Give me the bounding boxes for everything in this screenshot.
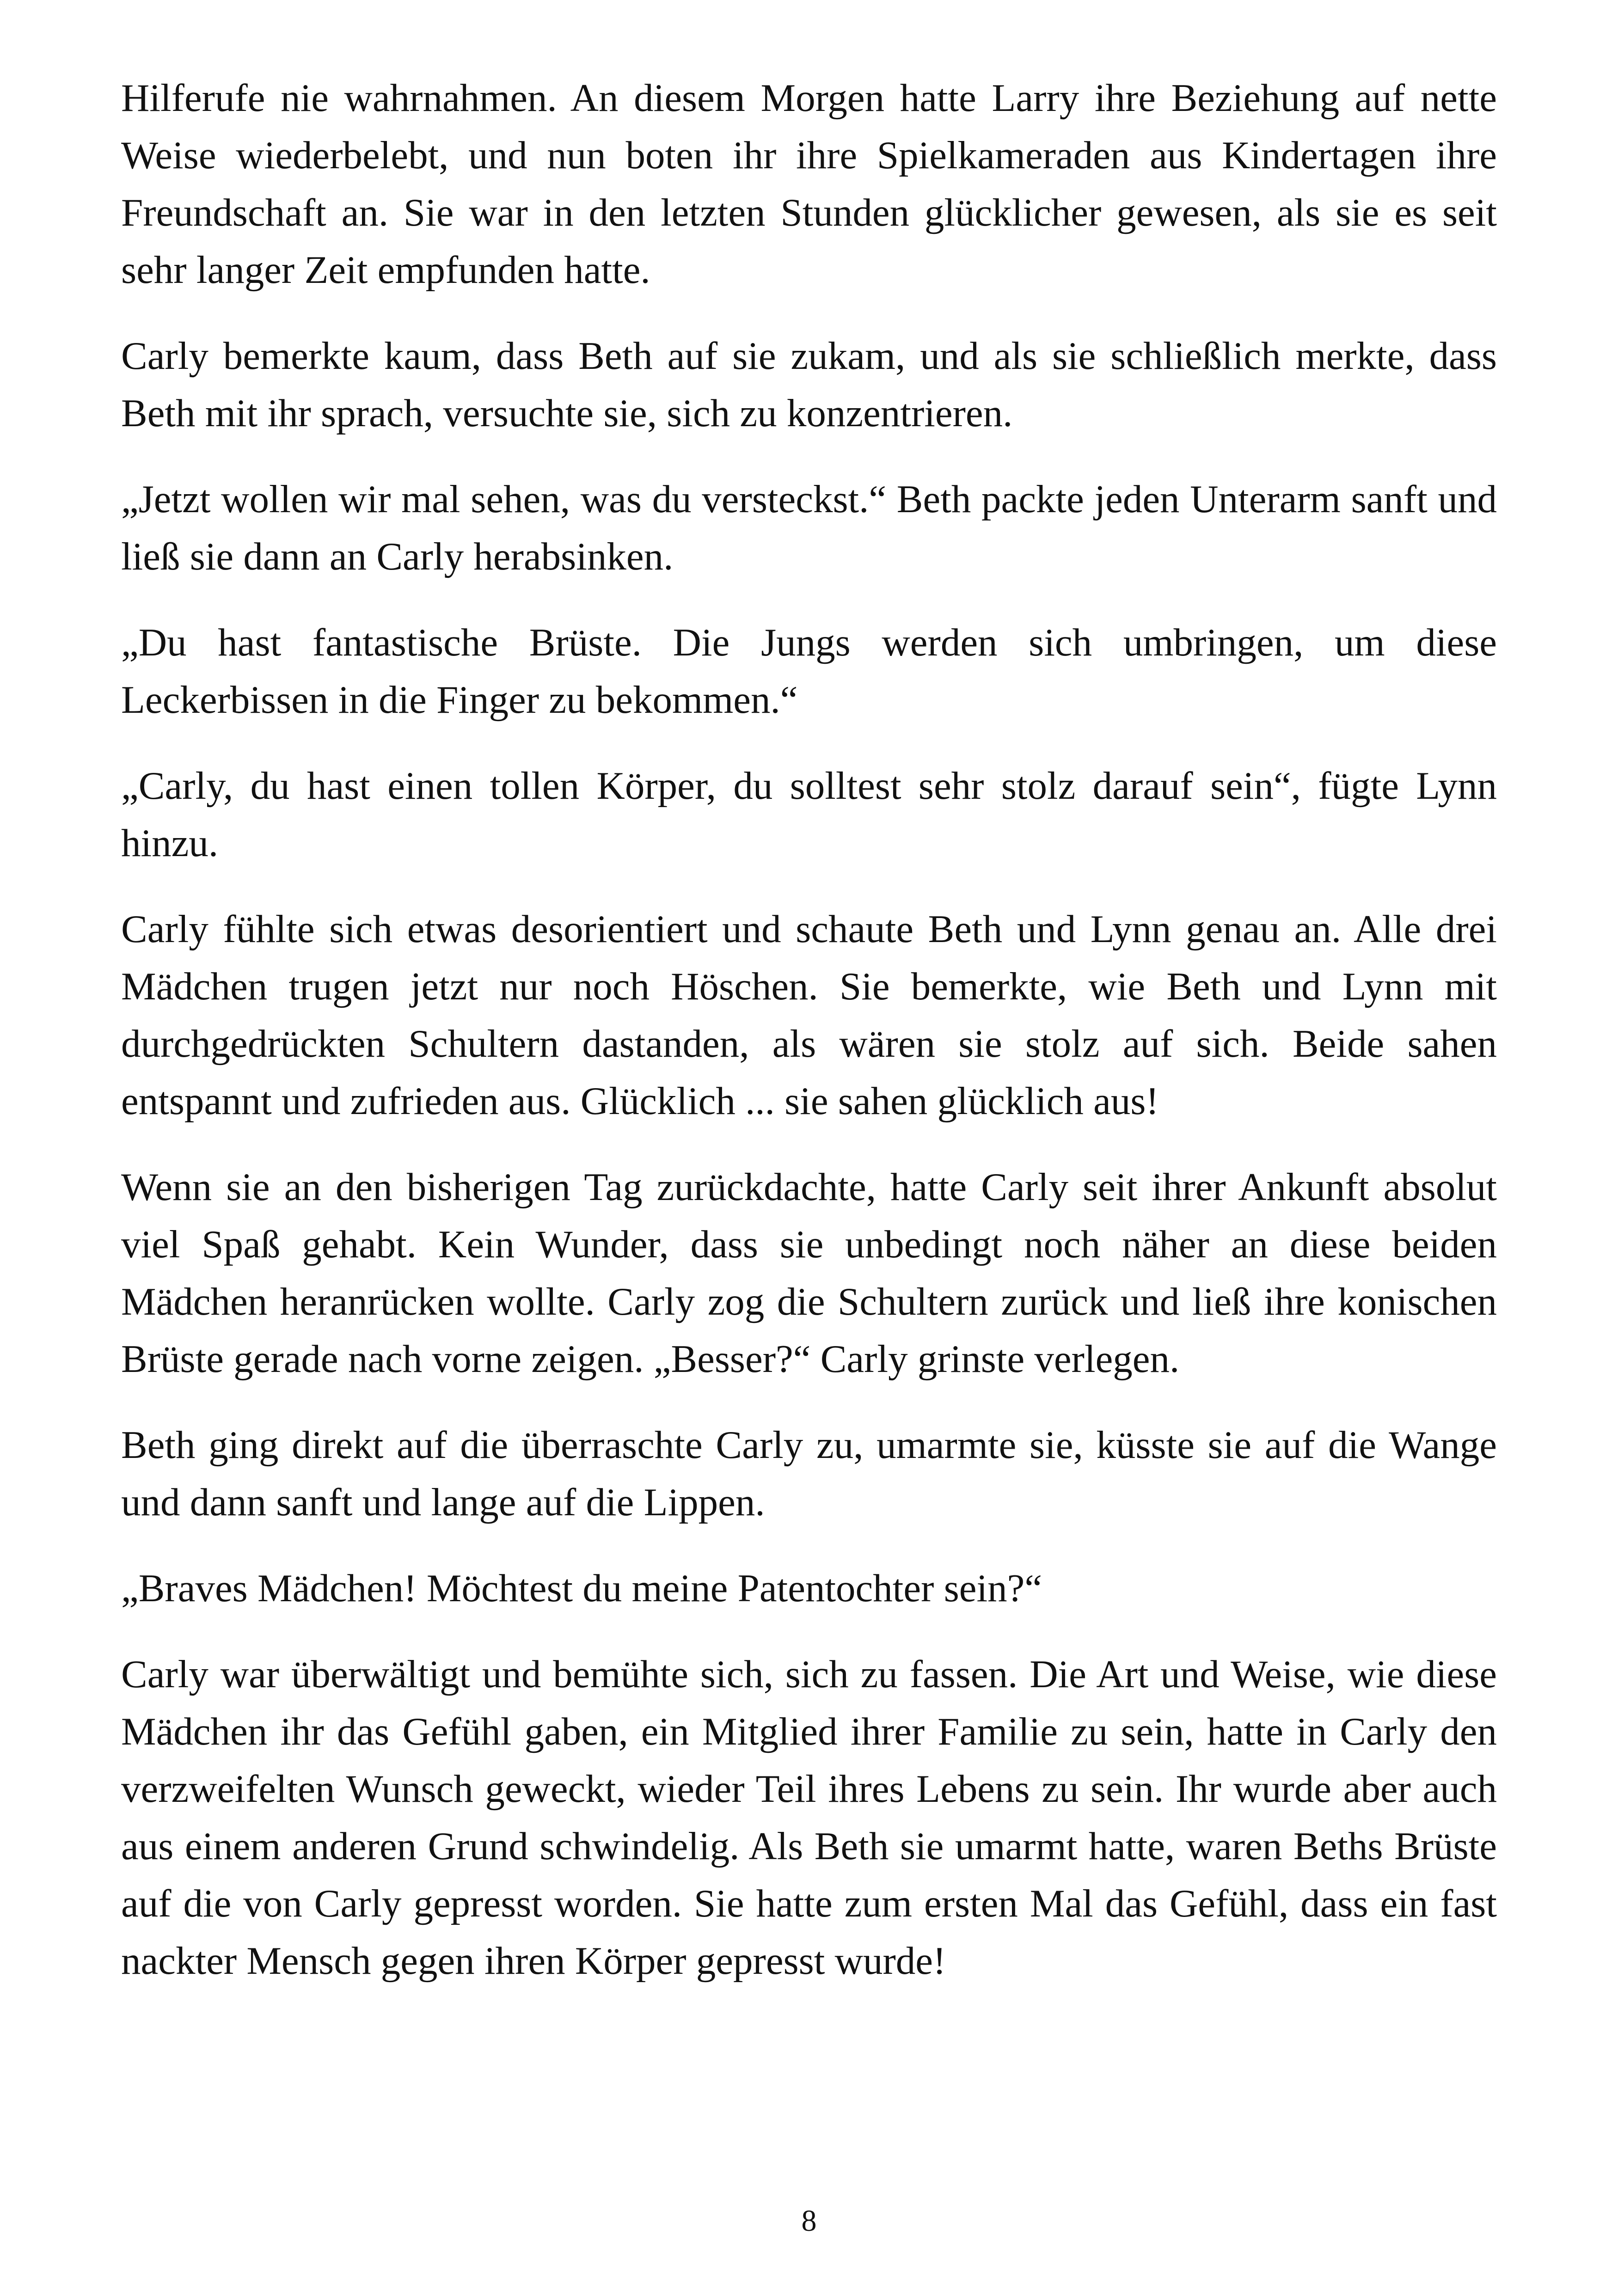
paragraph: „Braves Mädchen! Möchtest du meine Patentochter sein?“ [121,1567,1042,1610]
paragraph: Carly bemerkte kaum, dass Beth auf sie zukam, und als sie schließlich merkte, dass Beth mit ihr sprach, versuchte sie, sich zu konzentrieren. [121,334,1497,435]
paragraph: Beth ging direkt auf die überraschte Carly zu, umarmte sie, küsste sie auf die Wange und dann sanft und lange auf die Lippen. [121,1423,1497,1524]
paragraph: „Jetzt wollen wir mal sehen, was du versteckst.“ Beth packte jeden Unterarm sanft und ließ sie dann an Carly herabsinken. [121,478,1497,578]
page-body [121,69,1497,2018]
paragraph: Carly fühlte sich etwas desorientiert und schaute Beth und Lynn genau an. Alle drei Mädchen trugen jetzt nur noch Höschen. Sie bemerkte, wie Beth und Lynn mit durchgedrückten Schultern dastanden, als wären sie stolz auf sich. Beide sahen entspannt und zufrieden aus. Glücklich ... sie sahen glücklich aus! [121,907,1497,1123]
page-number: 8 [801,2204,817,2238]
paragraph: „Du hast fantastische Brüste. Die Jungs werden sich umbringen, um diese Leckerbissen in die Finger zu bekommen.“ [121,621,1497,722]
paragraph: Carly war überwältigt und bemühte sich, sich zu fassen. Die Art und Weise, wie diese Mädchen ihr das Gefühl gaben, ein Mitglied ihrer Familie zu sein, hatte in Carly den verzweifelten Wunsch geweckt, wieder Teil ihres Lebens zu sein. Ihr wurde aber auch aus einem anderen Grund schwindelig. Als Beth sie umarmt hatte, waren Beths Brüste auf die von Carly gepresst worden. Sie hatte zum ersten Mal das Gefühl, dass ein fast nackter Mensch gegen ihren Körper gepresst wurde! [121,1653,1497,1983]
paragraph: Wenn sie an den bisherigen Tag zurückdachte, hatte Carly seit ihrer Ankunft absolut viel Spaß gehabt. Kein Wunder, dass sie unbedingt noch näher an diese beiden Mädchen heranrücken wollte. Carly zog die Schultern zurück und ließ ihre konischen Brüste gerade nach vorne zeigen. „Besser?“ Carly grinste verlegen. [121,1165,1497,1381]
paragraph: „Carly, du hast einen tollen Körper, du solltest sehr stolz darauf sein“, fügte Lynn hinzu. [121,764,1497,865]
paragraph: Hilferufe nie wahrnahmen. An diesem Morgen hatte Larry ihre Beziehung auf nette Weise wiederbelebt, und nun boten ihr ihre Spielkameraden aus Kindertagen ihre Freundschaft an. Sie war in den letzten Stunden glücklicher gewesen, als sie es seit sehr langer Zeit empfunden hatte. [121,76,1497,292]
